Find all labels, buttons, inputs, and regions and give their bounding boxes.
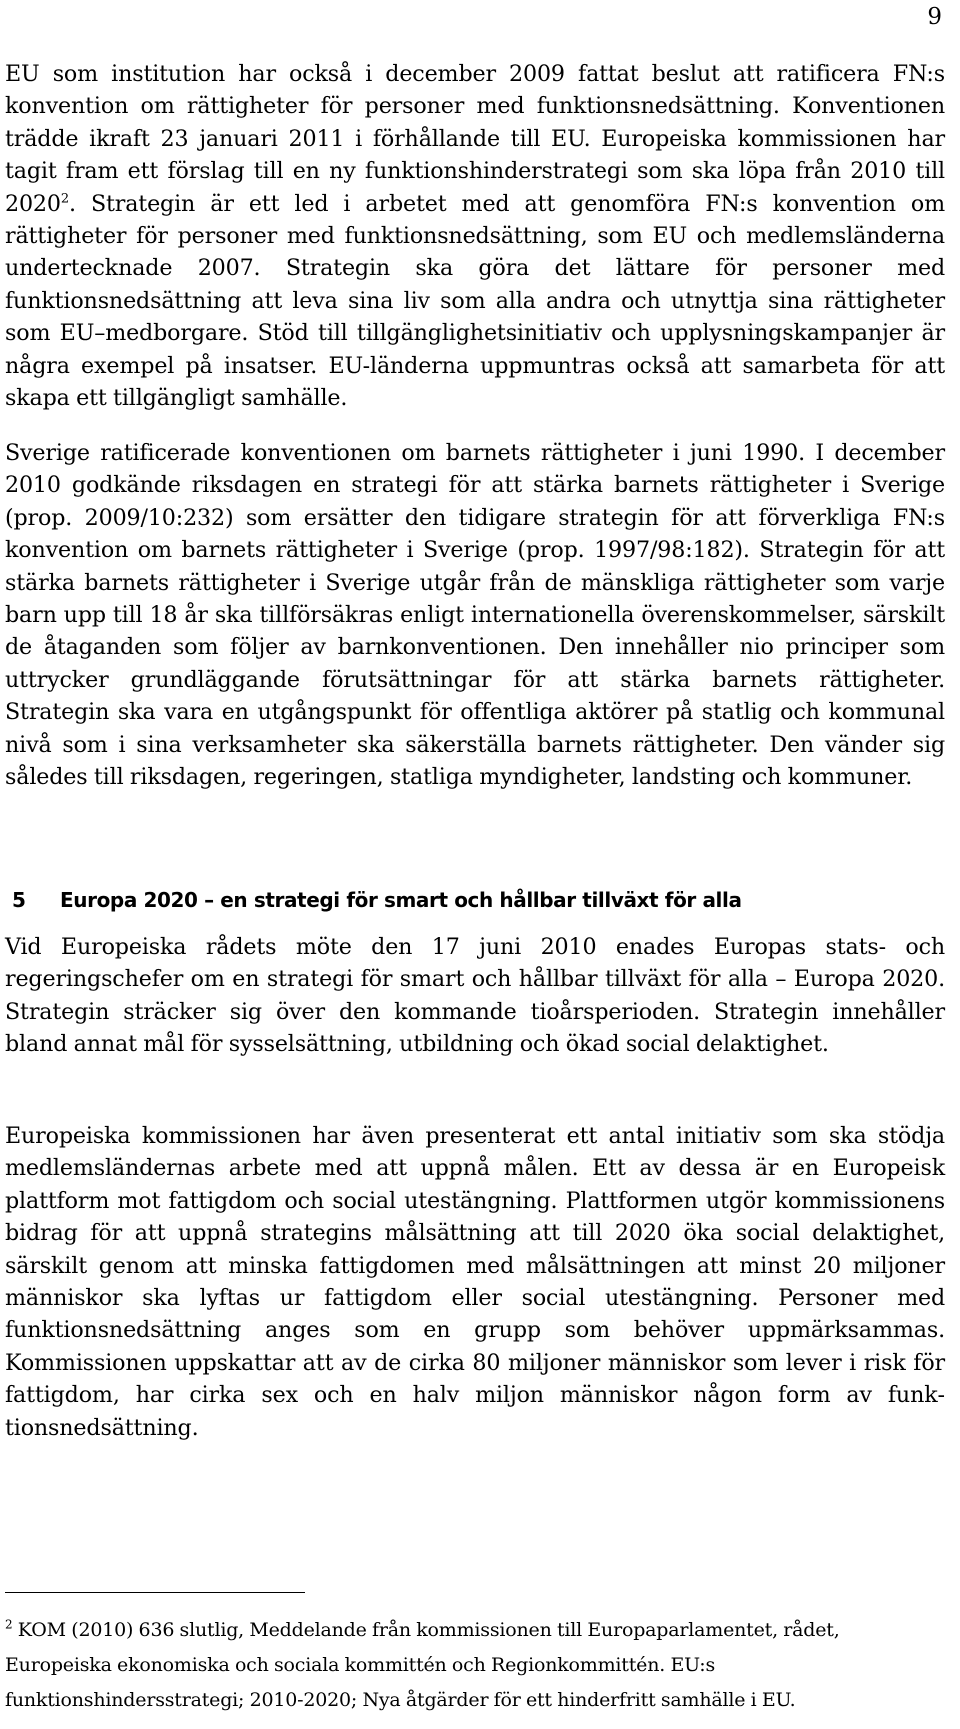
- paragraph-text: EU som institution har också i december 2009 fattat beslut att ratificera FN:s konvention om rättigheter för personer med funktionsnedsättning. Konventionen trädde ikraft 23 januari 2011 i förhållande till EU. Europeiska kommissionen har tagit fram ett förslag till en ny funktionshinderstrategi som ska löpa från 2010 till 2020: [5, 61, 945, 217]
- footnote: [5, 1613, 945, 1718]
- footnote-divider: [5, 1592, 305, 1593]
- section-title: Europa 2020 – en strategi för smart och hållbar tillväxt för alla: [60, 888, 742, 912]
- footnote-marker: 2: [5, 1617, 13, 1632]
- section-number: 5: [12, 888, 26, 912]
- footnote-text: KOM (2010) 636 slutlig, Meddelande från kommissionen till Europaparlamentet, rådet, Europeiska ekonomiska och sociala kommittén och Regionkommittén. EU:s funktionshindersstrategi; 2010-2020; Nya åtgärder för ett hinderfritt samhälle i EU.: [5, 1619, 840, 1711]
- footnote-reference[interactable]: 2: [60, 191, 69, 207]
- paragraph-text: . Strategin är ett led i arbetet med att genomföra FN:s konvention om rättigheter för personer med funktionsnedsättning, som EU och medlemsländerna undertecknade 2007. Strategin ska göra det lättare för personer med funktionsnedsättning att leva sina liv som alla andra och utnyttja sina rättigheter som EU–medborgare. Stöd till tillgänglighetsinitiativ och upplysningskampanjer är några exempel på insatser. EU-länderna uppmuntras också att samarbeta för att skapa ett tillgängligt samhälle.: [5, 190, 945, 412]
- paragraph-europe-2020: Vid Europeiska rådets möte den 17 juni 2010 enades Europas stats- och regeringschefer om en strategi för smart och hållbar tillväxt för alla – Europa 2020. Strategin sträcker sig över den kommande tioårsperioden. Strategin innehåller bland annat mål för sysselsättning, utbildning och ökad social delaktighet.: [5, 934, 945, 1058]
- section-heading: [12, 885, 742, 915]
- paragraph-commission-initiatives: Europeiska kommissionen har även presenterat ett antal initiativ som ska stödja medlemsländernas arbete med att uppnå målen. Ett av dessa är en Europeisk plattform mot fattigdom och social utestängning. Plattformen utgör kommissionens bidrag för att uppnå strategins målsättning att till 2020 öka social delaktighet, särskilt genom att minska fattigdomen med målsättningen att minst 20 miljoner människor ska lyftas ur fattigdom eller social utestängning. Personer med funktionsnedsättning anges som en grupp som behöver uppmärksammas. Kommissionen uppskattar att av de cirka 80 miljoner människor som lever i risk för fattigdom, har cirka sex och en halv miljon människor någon form av funktionsnedsättning.: [5, 1123, 945, 1441]
- page-number: 9: [927, 4, 942, 30]
- paragraph-child-rights: Sverige ratificerade konventionen om barnets rättigheter i juni 1990. I december 2010 godkände riksdagen en strategi för att stärka barnets rättigheter i Sverige (prop. 2009/10:232) som ersätter den tidigare strategin för att förverkliga FN:s konvention om barnets rättigheter i Sverige (prop. 1997/98:182). Strategin för att stärka barnets rättigheter i Sverige utgår från de mänskliga rättigheter som varje barn upp till 18 år ska tillförsäkras enligt internationella överenskommelser, särskilt de åtaganden som följer av barnkonventionen. Den innehåller nio principer som uttrycker grundläggande förutsättningar för att stärka barnets rättigheter. Strategin ska vara en utgångspunkt för offentliga aktörer på statlig och kommunal nivå som i sina verksamheter ska säkerställa barnets rättigheter. Den vänder sig således till riksdagen, regeringen, statliga myndigheter, landsting och kommuner.: [5, 440, 945, 791]
- paragraph-eu-convention: [5, 58, 945, 414]
